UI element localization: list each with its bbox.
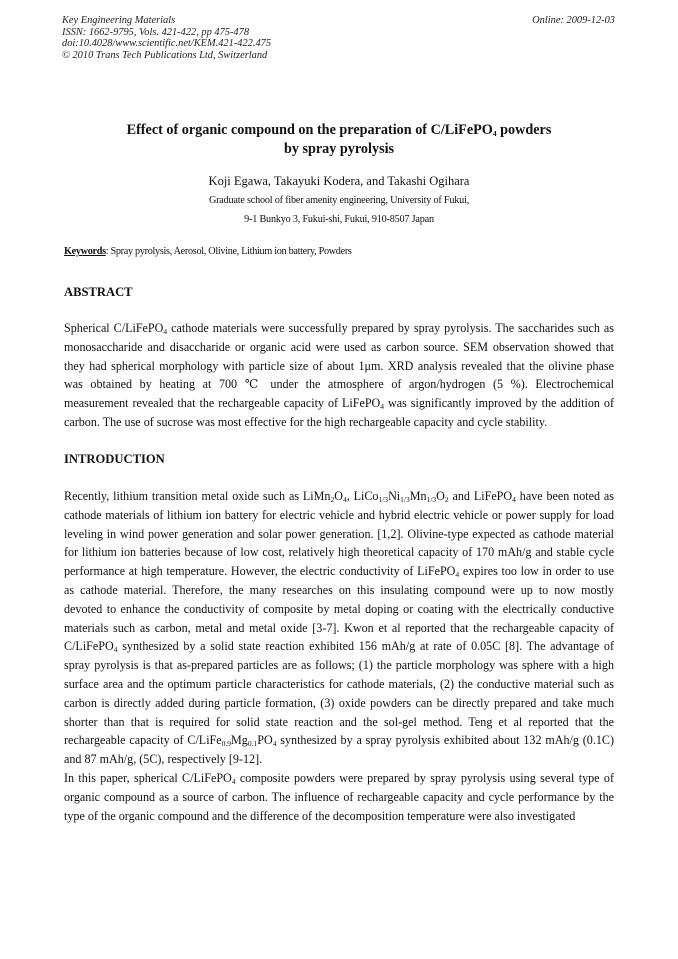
doi-line: doi:10.4028/www.scientific.net/KEM.421-422.475 (62, 38, 272, 49)
abstract-body: Spherical C/LiFePO$_4$ cathode materials were successfully prepared by spray pyrolysis. The saccharides such as monosaccharide and disaccharide or organic acid were used as carbon source. SEM observation showed that they had spherical morphology with particle size of about 1μm. XRD analysis revealed that the olivine phase was obtained by heating at 700 ℃ under the atmosphere of argon/hydrogen (5 %). Electrochemical measurement revealed that the rechargeable capacity of LiFePO$_4$ was significantly improved by the addition of carbon. The use of sucrose was most effective for the high rechargeable capacity and cycle stability. (64, 321, 614, 429)
issn-line: ISSN: 1662-9795, Vols. 421-422, pp 475-478 (62, 26, 250, 38)
journal-header (62, 15, 271, 61)
abstract-heading: ABSTRACT (64, 285, 133, 299)
online-date: Online: 2009-12-03 (532, 15, 615, 26)
keywords-label: Keywords (64, 246, 106, 257)
introduction-heading: INTRODUCTION (64, 452, 165, 466)
affiliation: Graduate school of fiber amenity engineering, University of Fukui, 9-1 Bunkyo 3, Fukui-shi, Fukui, 910-8507 Japan (208, 195, 470, 225)
keywords-text: : Spray pyrolysis, Aerosol, Olivine, Lithium ion battery, Powders (105, 246, 352, 257)
journal-name: Key Engineering Materials (62, 15, 176, 26)
copyright-line: © 2010 Trans Tech Publications Ltd, Switzerland (62, 49, 268, 61)
authors: Koji Egawa, Takayuki Kodera, and Takashi Ogihara (208, 174, 470, 188)
keywords (64, 246, 352, 257)
paper-title: Effect of organic compound on the preparation of C/LiFePO$_4$ powders by spray pyrolysis (126, 122, 552, 157)
introduction-body: Recently, lithium transition metal oxide such as $LiMn_2O_4$, $LiCo_{1/3}Ni_{1/3}Mn_{1/3}O_2$ and LiFePO$_4$ have been noted as cathode materials of lithium ion battery for electric vehicle and hybrid electric vehicle or power supply for load leveling in wind power generation and solar power generation. [1,2]. Olivine-type expected as cathode material for lithium ion batteries because of low cost, relatively high theoretical capacity of 170 mAh/g and stable cycle performance at high temperature. However, the electric conductivity of LiFePO$_4$ expires too low in order to use as cathode material. Therefore, the many researches on this insulating compound were up to now mostly devoted to enhance the conductivity of composite by metal doping or coating with the electrically conductive materials such as carbon, metal and metal oxide [3-7]. Kwon et al reported that the rechargeable capacity of C/LiFePO$_4$ synthesized by a solid state reaction exhibited 156 mAh/g at rate of 0.05C [8]. The advantage of spray pyrolysis is that as-prepared particles are as follows; (1) the particle morphology was sphere with a high surface area and the optimum particle characteristics for cathode materials, (2) the conductive material such as carbon is directly added during particle formation, (3) oxide powders can be directly prepared and take much shorter than that is required for solid state reaction and the sol-gel method. Teng et al reported that the rechargeable capacity of $C/LiFe_{0.9}Mg_{0.1}PO_4$ synthesized by a spray pyrolysis exhibited about 132 mAh/g (0.1C) and 87 mAh/g, (5C), respectively [9-12]. In this paper, spherical C/LiFePO$_4$ composite powders were prepared by spray pyrolysis using several type of organic compound as a source of carbon. The influence of rechargeable capacity and cycle performance by the type of the organic compound and the difference of the decomposition temperature were also investigated (64, 489, 614, 823)
